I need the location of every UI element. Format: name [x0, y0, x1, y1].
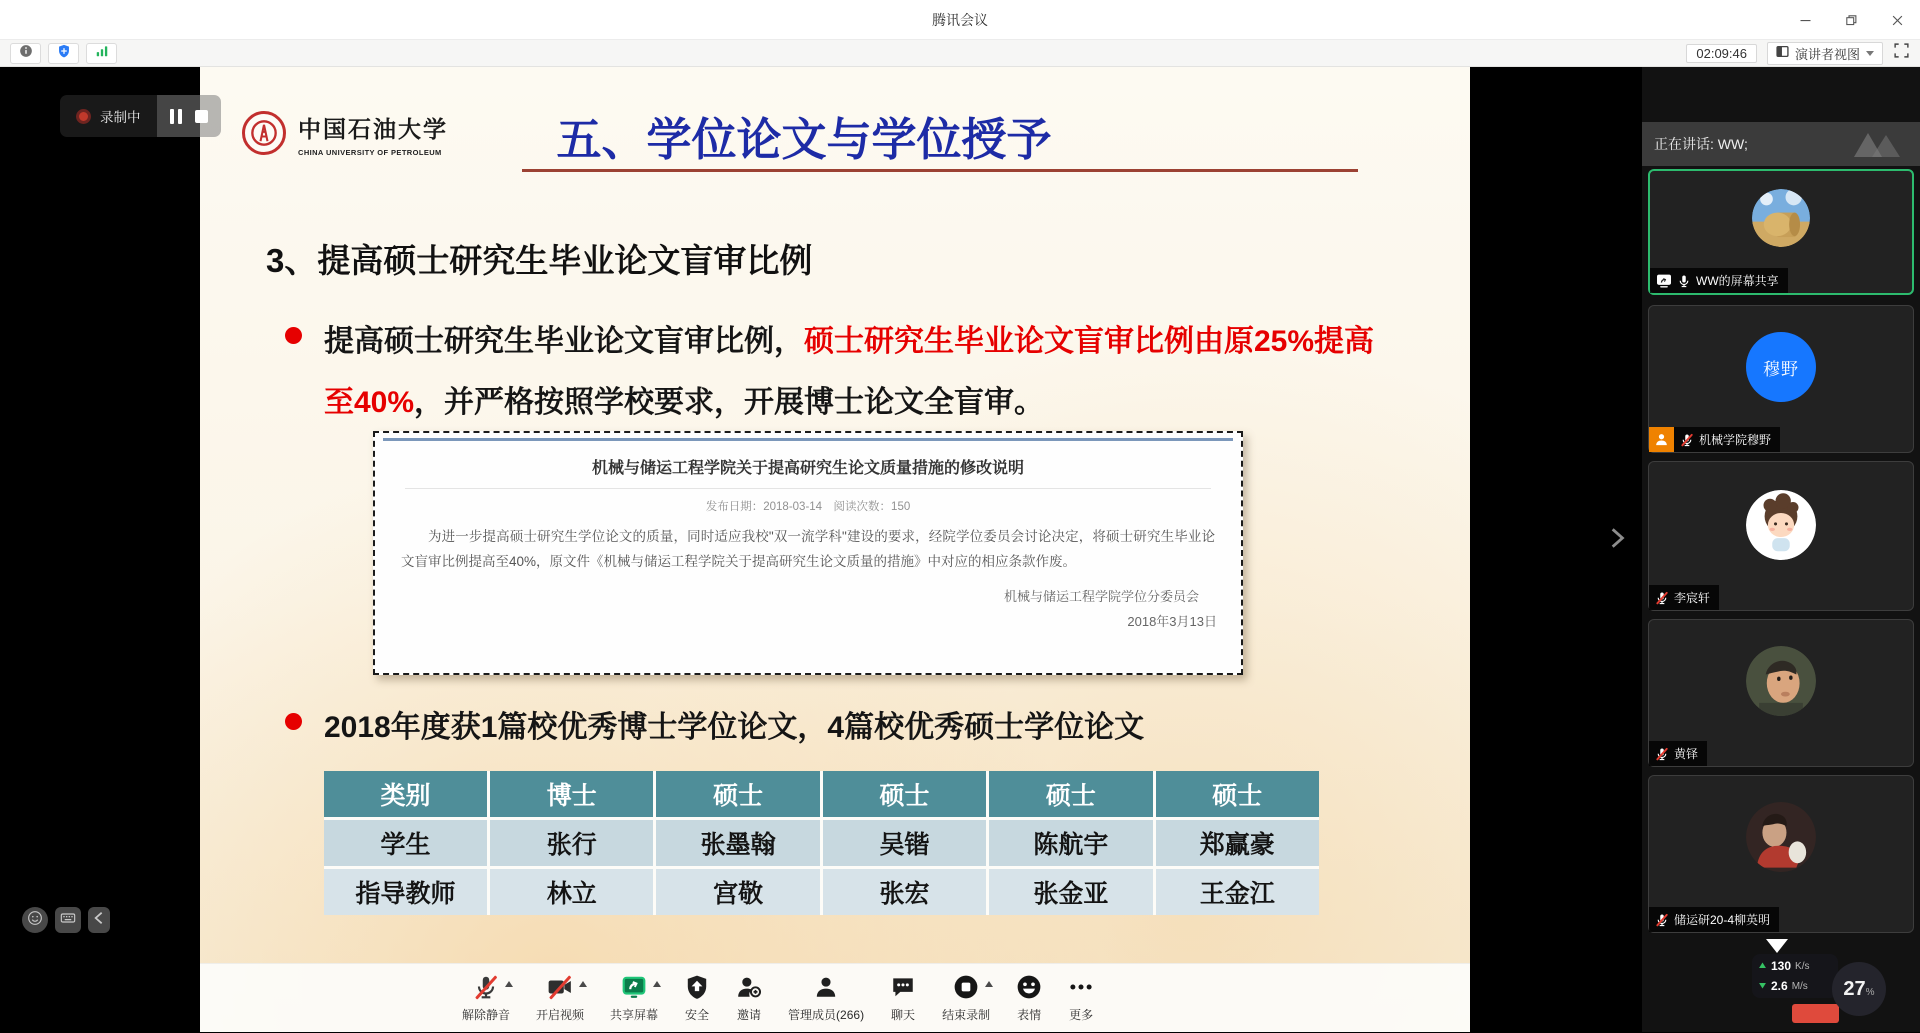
- mic-muted-icon: [1655, 591, 1669, 605]
- title-bar: [0, 0, 1920, 40]
- doc-title: 机械与储运工程学院关于提高研究生论文质量措施的修改说明: [405, 455, 1211, 489]
- table-cell: 宫敬: [656, 869, 819, 915]
- start-video-button[interactable]: 开启视频: [536, 973, 584, 1023]
- bullet-point-2: [285, 697, 1399, 758]
- presentation-slide: [200, 67, 1470, 1032]
- participant-tile-liuyingming[interactable]: [1648, 775, 1914, 933]
- view-mode-label: 演讲者视图: [1794, 46, 1860, 62]
- doc-body: 为进一步提高硕士研究生学位论文的质量，同时适应我校"双一流学科"建设的要求，经院学位委员会讨论决定，将硕士研究生毕业论文盲审比例提高至40%，原文件《机械与储运工程学院关于提高研究生论文质量的措施》中对应的相应条款作废。: [401, 529, 1215, 569]
- shield-plus-icon: [57, 44, 71, 63]
- cpu-unit: %: [1865, 986, 1875, 998]
- status-bar: [0, 40, 1920, 67]
- bullet1-text2: ，并严格按照学校要求，开展博士论文全盲审。: [414, 386, 1045, 419]
- bullet-point-1: [285, 311, 1399, 433]
- bullet1-red-text: 硕士研究生毕业论文盲审比例由原: [804, 325, 1254, 358]
- doc-top-rule: [383, 438, 1233, 441]
- avatar: [1746, 802, 1816, 872]
- info-icon: [19, 44, 33, 63]
- chat-button[interactable]: 聊天: [890, 973, 916, 1023]
- signal-bars-icon: [95, 44, 109, 63]
- participant-name: WW的屏幕共享: [1696, 274, 1779, 288]
- table-header-cell: 硕士: [823, 771, 986, 817]
- mic-muted-icon: [473, 974, 499, 1000]
- more-button[interactable]: 更多: [1068, 973, 1094, 1023]
- shared-screen-area: [0, 67, 1642, 1032]
- mic-options-caret[interactable]: [505, 981, 513, 987]
- sidebar-expand-button[interactable]: [1604, 523, 1630, 558]
- university-logo: [242, 111, 448, 157]
- table-cell: 指导教师: [324, 869, 487, 915]
- collapse-left-button[interactable]: [88, 907, 110, 933]
- chevron-right-icon: [1604, 540, 1630, 557]
- recording-options-caret[interactable]: [985, 981, 993, 987]
- download-arrow-icon: [1758, 977, 1767, 995]
- university-name-cn: 中国石油大学: [298, 117, 448, 142]
- participant-tile-ww[interactable]: [1648, 169, 1914, 295]
- view-mode-selector[interactable]: [1767, 42, 1883, 65]
- mic-muted-icon: [1655, 747, 1669, 761]
- section-heading: 3、提高硕士研究生毕业论文盲审比例: [266, 242, 813, 279]
- close-button[interactable]: [1874, 0, 1920, 40]
- shield-icon: [684, 974, 710, 1000]
- participant-name: 黄铎: [1674, 747, 1699, 761]
- fullscreen-icon: [1893, 42, 1910, 64]
- slide-title: 五、学位论文与学位授予: [556, 114, 1052, 165]
- screen-share-icon: [1656, 274, 1672, 288]
- avatar: [1746, 490, 1816, 560]
- stop-recording-button[interactable]: [195, 110, 208, 123]
- mic-muted-icon: [1655, 913, 1669, 927]
- record-stop-icon: [953, 974, 979, 1000]
- avatar: [1746, 646, 1816, 716]
- collapse-sidebar-button[interactable]: [1766, 939, 1788, 953]
- table-cell: 张宏: [823, 869, 986, 915]
- table-cell: 张金亚: [989, 869, 1152, 915]
- chevron-left-icon: [91, 910, 107, 931]
- emoji-button[interactable]: 表情: [1016, 973, 1042, 1023]
- bullet1-text: 提高硕士研究生毕业论文盲审比例，: [324, 325, 804, 358]
- reaction-button[interactable]: [22, 907, 48, 933]
- table-header-cell: 硕士: [1156, 771, 1319, 817]
- title-underline: [522, 169, 1358, 172]
- recording-label: 录制中: [100, 110, 141, 125]
- minimize-button[interactable]: [1782, 0, 1828, 40]
- notice-document: [373, 431, 1243, 675]
- security-button[interactable]: 安全: [684, 973, 710, 1023]
- participant-tile-lichenxuan[interactable]: [1648, 461, 1914, 611]
- protection-button[interactable]: [48, 43, 79, 64]
- fullscreen-button[interactable]: [1893, 42, 1910, 64]
- table-cell: 学生: [324, 820, 487, 866]
- window-title: 腾讯会议: [932, 12, 988, 28]
- person-icon: [813, 974, 839, 1000]
- participant-tile-huangduo[interactable]: [1648, 619, 1914, 767]
- record-dot-icon: [76, 109, 91, 124]
- table-header-cell: 类别: [324, 771, 487, 817]
- doc-meta: 发布日期：2018-03-14 阅读次数：150: [705, 501, 911, 513]
- meeting-info-button[interactable]: [10, 43, 41, 64]
- participant-name: 李宸轩: [1674, 591, 1711, 605]
- manage-members-button[interactable]: 管理成员(266): [788, 973, 864, 1023]
- bullet-dot: [285, 327, 302, 344]
- table-cell: 陈航宇: [989, 820, 1152, 866]
- table-cell: 郑赢豪: [1156, 820, 1319, 866]
- camera-off-icon: [547, 974, 573, 1000]
- university-name-en: CHINA UNIVERSITY OF PETROLEUM: [298, 148, 442, 157]
- meeting-logo-watermark-icon: [1852, 129, 1910, 164]
- speaking-text: 正在讲话: WW;: [1654, 136, 1748, 152]
- window-controls: [1782, 0, 1920, 40]
- network-stats: [1752, 954, 1838, 998]
- table-cell: 吴锴: [823, 820, 986, 866]
- maximize-button[interactable]: [1828, 0, 1874, 40]
- download-speed: 2.6: [1771, 979, 1788, 993]
- upload-arrow-icon: [1758, 957, 1767, 975]
- mic-on-icon: [1677, 274, 1691, 288]
- unmute-button[interactable]: 解除静音: [462, 973, 510, 1023]
- pause-recording-button[interactable]: [170, 109, 182, 124]
- table-cell: 王金江: [1156, 869, 1319, 915]
- meeting-timer: 02:09:46: [1686, 44, 1757, 63]
- ellipsis-icon: [1068, 974, 1094, 1000]
- doc-signature: 机械与储运工程学院学位分委员会: [1003, 589, 1199, 604]
- meeting-control-bar: [200, 963, 1470, 1032]
- university-emblem-icon: [242, 111, 286, 155]
- award-table: [324, 771, 1319, 915]
- keyboard-icon: [60, 910, 76, 931]
- cpu-value: 27: [1843, 977, 1866, 1000]
- network-quality-button[interactable]: [86, 43, 117, 64]
- keyboard-button[interactable]: [55, 907, 81, 933]
- red-button-fragment: [1792, 1004, 1839, 1023]
- end-recording-button[interactable]: 结束录制: [942, 973, 990, 1023]
- cpu-usage-badge: [1832, 962, 1886, 1016]
- participant-name: 储运研20-4柳英明: [1674, 913, 1771, 927]
- participant-name: 机械学院穆野: [1699, 433, 1772, 447]
- table-header-cell: 硕士: [656, 771, 819, 817]
- table-cell: 林立: [490, 869, 653, 915]
- doc-date: 2018年3月13日: [1127, 614, 1217, 629]
- mic-muted-icon: [1680, 433, 1694, 447]
- raise-hand-icon: [1649, 427, 1674, 452]
- quick-actions: [22, 907, 110, 933]
- share-screen-button[interactable]: 共享屏幕: [610, 973, 658, 1023]
- invite-button[interactable]: 邀请: [736, 973, 762, 1023]
- participants-sidebar: [1642, 67, 1920, 1032]
- upload-unit: K/s: [1795, 960, 1810, 972]
- smiley-face-icon: [1016, 974, 1042, 1000]
- bullet2-text: 2018年度获1篇校优秀博士学位论文，4篇校优秀硕士学位论文: [324, 711, 1145, 744]
- download-unit: M/s: [1791, 980, 1808, 992]
- table-header-cell: 硕士: [989, 771, 1152, 817]
- bullet1-red-text2: 25%提高至40%: [324, 325, 1375, 419]
- screen-share-icon: [621, 974, 647, 1000]
- table-cell: 张行: [490, 820, 653, 866]
- table-cell: 张墨翰: [656, 820, 819, 866]
- video-options-caret[interactable]: [579, 981, 587, 987]
- smiley-icon: [27, 910, 43, 931]
- chat-bubble-icon: [890, 974, 916, 1000]
- layout-icon: [1776, 45, 1789, 61]
- upload-speed: 130: [1771, 959, 1792, 973]
- person-plus-icon: [736, 974, 762, 1000]
- avatar: 穆野: [1746, 332, 1816, 402]
- avatar: [1752, 189, 1810, 247]
- recording-indicator: [60, 95, 221, 137]
- speaking-banner: [1642, 122, 1920, 166]
- participant-tile-muye[interactable]: [1648, 305, 1914, 453]
- table-header-cell: 博士: [490, 771, 653, 817]
- share-options-caret[interactable]: [653, 981, 661, 987]
- bullet-dot: [285, 713, 302, 730]
- chevron-down-icon: [1866, 51, 1874, 56]
